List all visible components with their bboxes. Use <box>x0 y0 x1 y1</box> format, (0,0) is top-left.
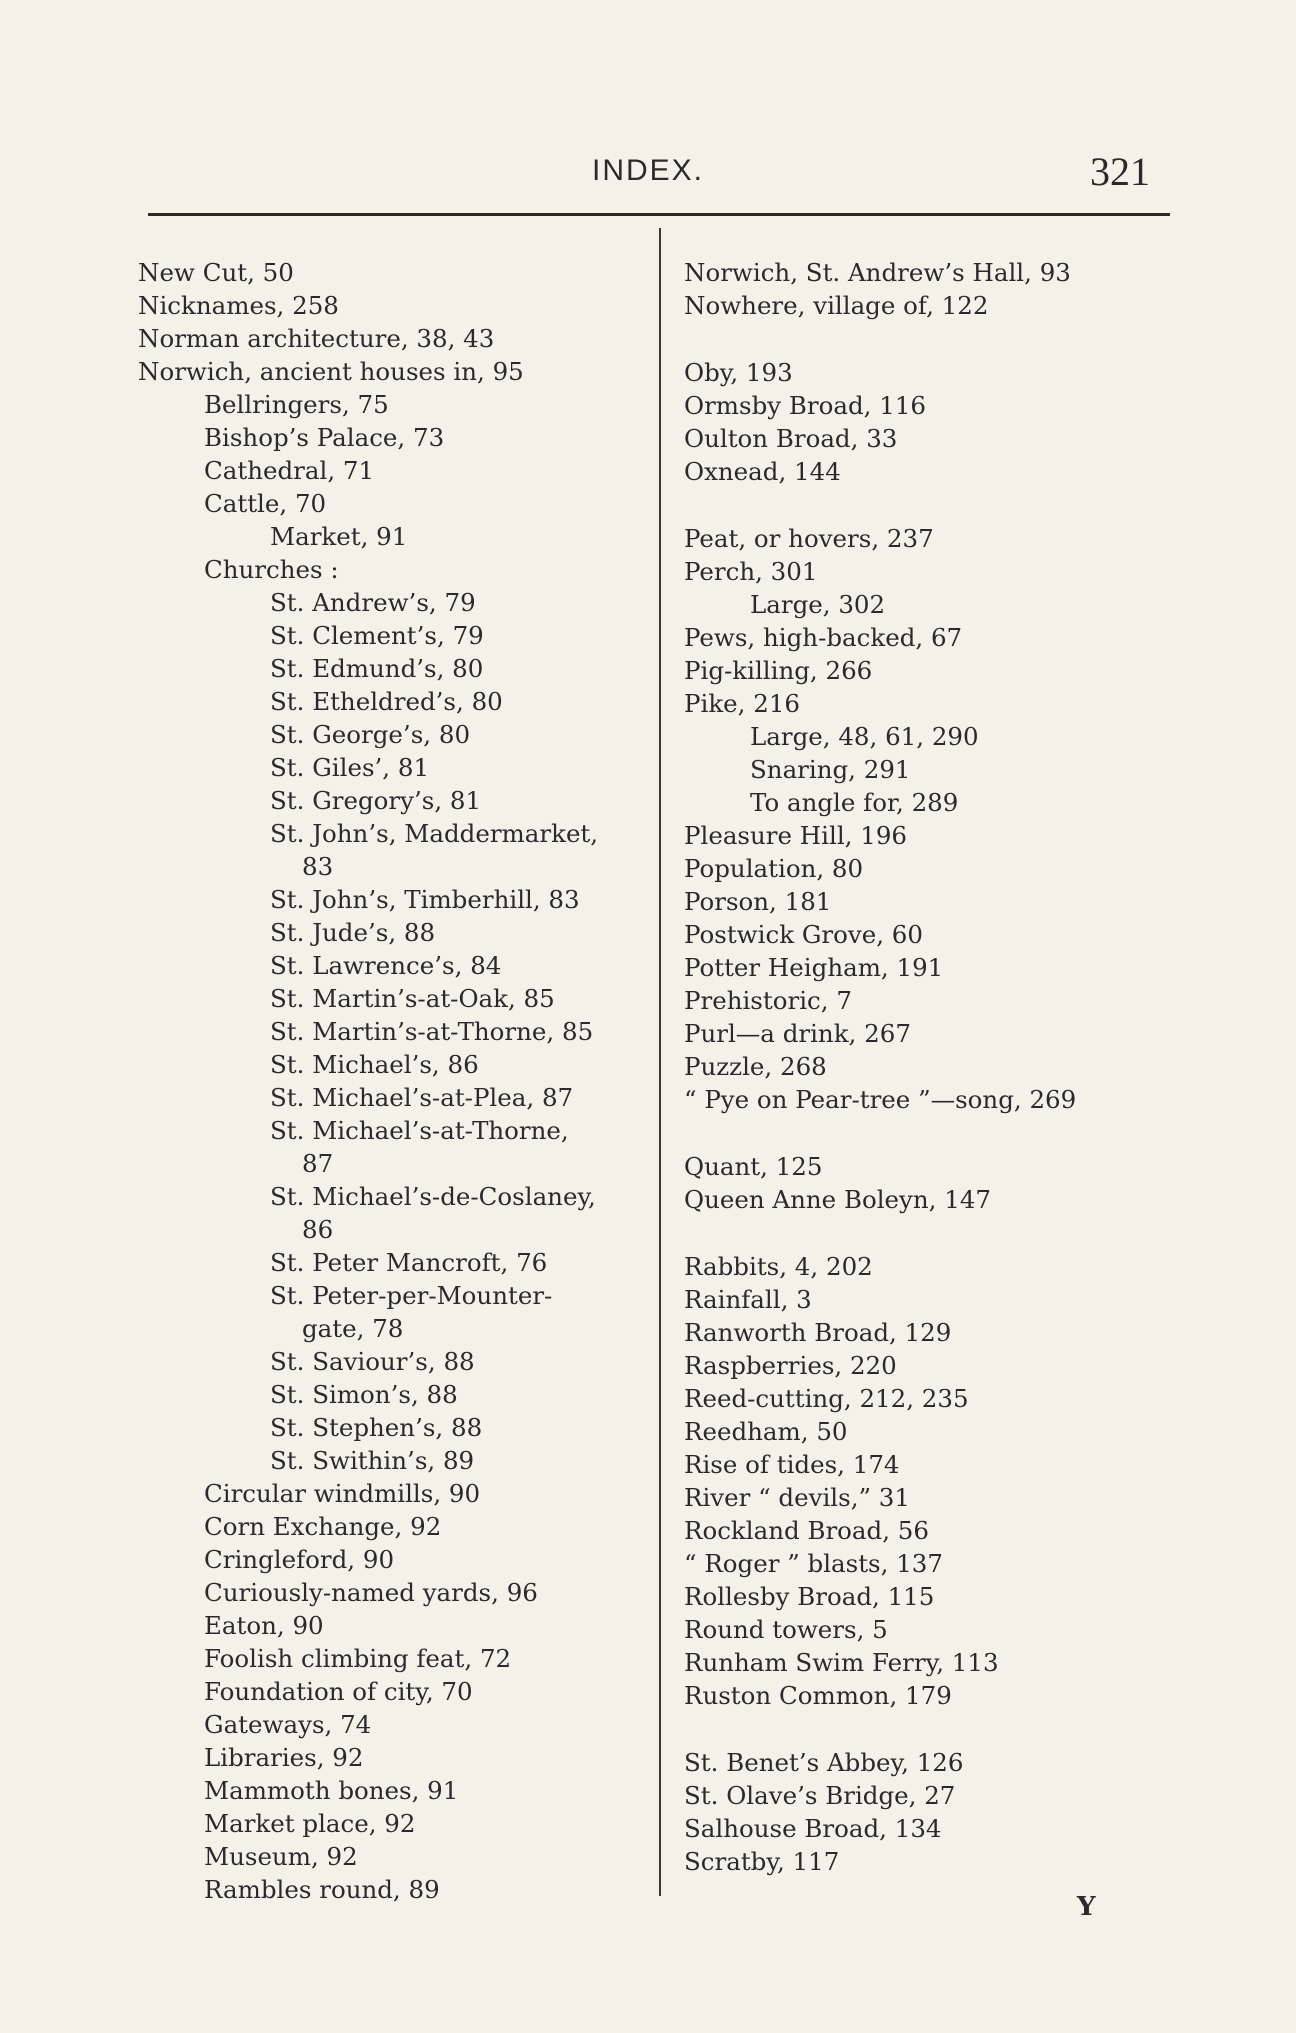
index-column-right <box>684 256 1164 1878</box>
index-subentry: 86 <box>302 1215 334 1244</box>
index-subentry: St. Giles’, 81 <box>270 753 430 782</box>
index-entry: New Cut, 50 <box>138 258 294 287</box>
index-entry: Pike, 216 <box>684 689 801 718</box>
letter-group-gap <box>684 488 1164 522</box>
index-entry: Salhouse Broad, 134 <box>684 1814 942 1843</box>
index-subentry: St. Andrew’s, 79 <box>270 588 476 617</box>
index-subentry: St. Gregory’s, 81 <box>270 786 482 815</box>
index-entry: “ Pye on Pear-tree ”—song, 269 <box>684 1085 1077 1114</box>
index-entry: Oby, 193 <box>684 358 793 387</box>
index-entry: Nowhere, village of, 122 <box>684 291 989 320</box>
index-subentry: St. Martin’s-at-Thorne, 85 <box>270 1017 594 1046</box>
index-entry: Raspberries, 220 <box>684 1351 897 1380</box>
index-subentry: St. Lawrence’s, 84 <box>270 951 502 980</box>
index-subentry: Cringleford, 90 <box>204 1545 395 1574</box>
index-subentry: St. Etheldred’s, 80 <box>270 687 503 716</box>
index-entry: Norwich, ancient houses in, 95 <box>138 357 524 386</box>
index-subentry: 83 <box>302 852 334 881</box>
page-number: 321 <box>1090 149 1150 194</box>
index-entry: Rabbits, 4, 202 <box>684 1252 873 1281</box>
index-subentry: St. Michael’s-de-Coslaney, <box>270 1182 596 1211</box>
index-entry: Puzzle, 268 <box>684 1052 827 1081</box>
index-entry: Nicknames, 258 <box>138 291 339 320</box>
index-subentry: Eaton, 90 <box>204 1611 324 1640</box>
index-subentry: To angle for, 289 <box>750 788 959 817</box>
index-entry: Oxnead, 144 <box>684 457 841 486</box>
index-entry: Round towers, 5 <box>684 1615 888 1644</box>
index-subentry: St. Edmund’s, 80 <box>270 654 484 683</box>
index-subentry: Libraries, 92 <box>204 1743 364 1772</box>
index-subentry: Museum, 92 <box>204 1842 358 1871</box>
index-entry: Rainfall, 3 <box>684 1285 812 1314</box>
index-entry: Rockland Broad, 56 <box>684 1516 929 1545</box>
index-column-left <box>138 256 653 1906</box>
index-entry: Norwich, St. Andrew’s Hall, 93 <box>684 258 1071 287</box>
index-subentry: Bellringers, 75 <box>204 390 389 419</box>
index-entry: Norman architecture, 38, 43 <box>138 324 495 353</box>
index-entry: River “ devils,” 31 <box>684 1483 910 1512</box>
index-entry: Ranworth Broad, 129 <box>684 1318 952 1347</box>
index-subentry: St. Clement’s, 79 <box>270 621 484 650</box>
index-entry: Queen Anne Boleyn, 147 <box>684 1185 992 1214</box>
index-subentry: Large, 302 <box>750 590 886 619</box>
index-subentry: Gateways, 74 <box>204 1710 372 1739</box>
index-entry: Rollesby Broad, 115 <box>684 1582 935 1611</box>
letter-group-gap <box>684 1116 1164 1150</box>
letter-group-gap <box>684 1712 1164 1746</box>
index-entry: Ruston Common, 179 <box>684 1681 952 1710</box>
index-subentry: Cathedral, 71 <box>204 456 375 485</box>
index-subentry: Mammoth bones, 91 <box>204 1776 459 1805</box>
index-entry: Postwick Grove, 60 <box>684 920 923 949</box>
index-subentry: Curiously-named yards, 96 <box>204 1578 538 1607</box>
signature-mark: Y <box>1077 1892 1096 1922</box>
index-entry: Reed-cutting, 212, 235 <box>684 1384 969 1413</box>
header-rule <box>148 213 1170 216</box>
index-entry: Pews, high-backed, 67 <box>684 623 963 652</box>
index-subentry: St. Stephen’s, 88 <box>270 1413 483 1442</box>
index-entry: St. Benet’s Abbey, 126 <box>684 1748 964 1777</box>
index-subentry: Snaring, 291 <box>750 755 911 784</box>
index-entry: Purl—a drink, 267 <box>684 1019 911 1048</box>
index-entry: St. Olave’s Bridge, 27 <box>684 1781 956 1810</box>
index-entry: Runham Swim Ferry, 113 <box>684 1648 999 1677</box>
index-subentry: St. John’s, Maddermarket, <box>270 819 599 848</box>
index-subentry: Churches : <box>204 555 339 584</box>
index-entry: Perch, 301 <box>684 557 818 586</box>
index-subentry: St. Michael’s, 86 <box>270 1050 479 1079</box>
index-subentry: Circular windmills, 90 <box>204 1479 481 1508</box>
index-entry: Peat, or hovers, 237 <box>684 524 934 553</box>
index-subentry: St. George’s, 80 <box>270 720 471 749</box>
index-entry: Porson, 181 <box>684 887 832 916</box>
index-subentry: gate, 78 <box>302 1314 404 1343</box>
index-subentry: Large, 48, 61, 290 <box>750 722 979 751</box>
index-subentry: St. Jude’s, 88 <box>270 918 436 947</box>
letter-group-gap <box>684 1216 1164 1250</box>
index-subentry: St. Peter-per-Mounter- <box>270 1281 553 1310</box>
index-entry: Pleasure Hill, 196 <box>684 821 907 850</box>
running-head-title: INDEX. <box>591 154 705 187</box>
index-entry: “ Roger ” blasts, 137 <box>684 1549 943 1578</box>
index-subentry: Cattle, 70 <box>204 489 327 518</box>
index-entry: Scratby, 117 <box>684 1847 840 1876</box>
index-subentry: St. Martin’s-at-Oak, 85 <box>270 984 555 1013</box>
index-subentry: Market, 91 <box>270 522 408 551</box>
index-entry: Pig-killing, 266 <box>684 656 873 685</box>
index-subentry: St. John’s, Timberhill, 83 <box>270 885 580 914</box>
index-subentry: Market place, 92 <box>204 1809 416 1838</box>
index-subentry: Bishop’s Palace, 73 <box>204 423 445 452</box>
index-entry: Quant, 125 <box>684 1152 823 1181</box>
index-entry: Ormsby Broad, 116 <box>684 391 927 420</box>
index-entry: Potter Heigham, 191 <box>684 953 944 982</box>
index-subentry: Foolish climbing feat, 72 <box>204 1644 512 1673</box>
index-entry: Reedham, 50 <box>684 1417 848 1446</box>
index-subentry: Corn Exchange, 92 <box>204 1512 442 1541</box>
index-subentry: St. Michael’s-at-Plea, 87 <box>270 1083 574 1112</box>
index-subentry: Foundation of city, 70 <box>204 1677 473 1706</box>
index-entry: Population, 80 <box>684 854 864 883</box>
index-subentry: 87 <box>302 1149 334 1178</box>
index-subentry: St. Simon’s, 88 <box>270 1380 458 1409</box>
index-entry: Rise of tides, 174 <box>684 1450 900 1479</box>
index-subentry: St. Saviour’s, 88 <box>270 1347 475 1376</box>
index-entry: Prehistoric, 7 <box>684 986 852 1015</box>
index-subentry: St. Peter Mancroft, 76 <box>270 1248 548 1277</box>
index-subentry: Rambles round, 89 <box>204 1875 440 1904</box>
index-subentry: St. Michael’s-at-Thorne, <box>270 1116 569 1145</box>
index-subentry: St. Swithin’s, 89 <box>270 1446 475 1475</box>
column-divider <box>659 228 661 1896</box>
index-entry: Oulton Broad, 33 <box>684 424 898 453</box>
letter-group-gap <box>684 322 1164 356</box>
